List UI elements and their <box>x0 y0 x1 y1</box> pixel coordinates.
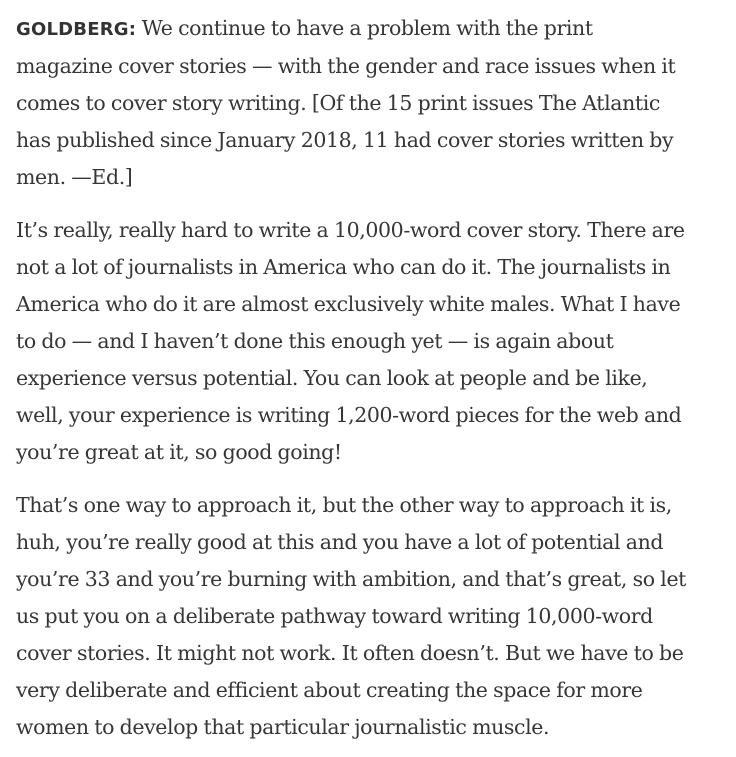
text-line: men. —Ed.] <box>16 165 133 189</box>
text-line: experience versus potential. You can look at people and be like, <box>16 366 648 390</box>
text-line: us put you on a deliberate pathway toward writing 10,000-word <box>16 604 653 628</box>
text-line <box>16 10 726 48</box>
text-line: magazine cover stories — with the gender and race issues when it <box>16 54 676 78</box>
text-line: has published since January 2018, 11 had cover stories written by <box>16 128 674 152</box>
text-line: you’re great at it, so good going! <box>16 440 342 464</box>
text-line: cover stories. It might not work. It often doesn’t. But we have to be <box>16 641 684 665</box>
text-line: not a lot of journalists in America who can do it. The journalists in <box>16 255 671 279</box>
paragraph-2 <box>16 212 726 471</box>
text-line: America who do it are almost exclusively white males. What I have <box>16 292 681 316</box>
text-line: comes to cover story writing. [Of the 15 print issues The Atlantic <box>16 91 660 115</box>
speaker-label: GOLDBERG: <box>16 19 137 40</box>
text-line: huh, you’re really good at this and you have a lot of potential and <box>16 530 664 554</box>
text-line: well, your experience is writing 1,200-word pieces for the web and <box>16 403 682 427</box>
paragraph-1 <box>16 10 726 196</box>
text-line: It’s really, really hard to write a 10,000-word cover story. There are <box>16 218 685 242</box>
paragraph-3 <box>16 487 726 746</box>
text-line: women to develop that particular journalistic muscle. <box>16 715 550 739</box>
text-line: very deliberate and efficient about creating the space for more <box>16 678 643 702</box>
text-line-content: We continue to have a problem with the print <box>136 16 593 40</box>
text-line: to do — and I haven’t done this enough yet — is again about <box>16 329 614 353</box>
text-line: That’s one way to approach it, but the other way to approach it is, <box>16 493 672 517</box>
text-line: you’re 33 and you’re burning with ambition, and that’s great, so let <box>16 567 687 591</box>
